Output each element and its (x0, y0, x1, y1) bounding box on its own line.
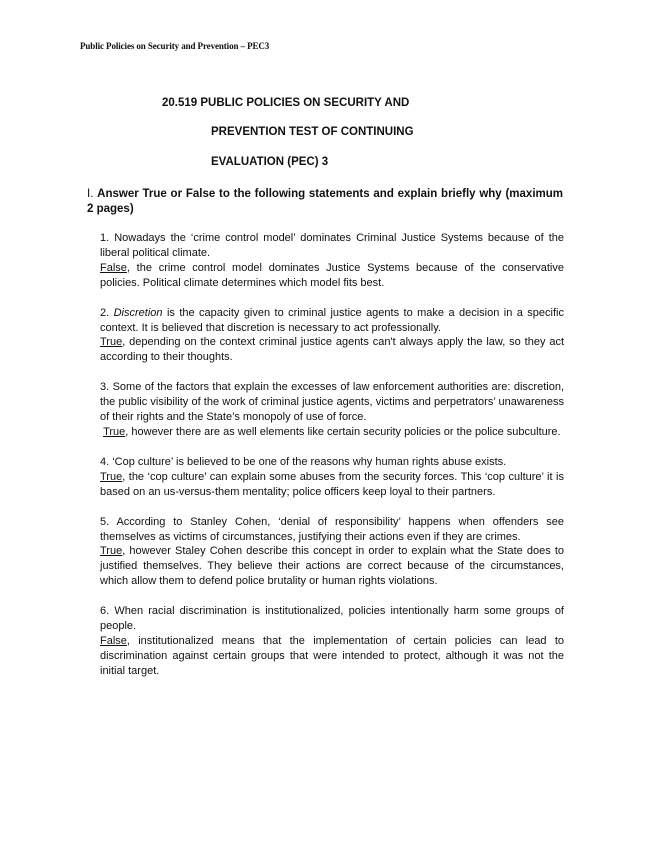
question-statement: 6. When racial discrimination is institutionalized, policies intentionally harm some groups of people. (100, 605, 564, 633)
running-head: Public Policies on Security and Prevention – PEC3 (80, 41, 270, 51)
title-line-1: 20.519 PUBLIC POLICIES ON SECURITY AND (162, 97, 410, 109)
question-answer (100, 470, 564, 500)
instruction-text: Answer True or False to the following statements and explain briefly why (maximum 2 pages) (87, 188, 563, 215)
question-item (100, 306, 564, 366)
answer-explanation: , however Staley Cohen describe this concept in order to explain what the State does to justified themselves. They believe their actions are correct because of the circumstances, which allow them to defend police brutality or human rights violations. (100, 545, 564, 588)
title-line-3: EVALUATION (PEC) 3 (211, 156, 329, 168)
answer-explanation: , the crime control model dominates Justice Systems because of the conservative policies. Political climate determines which model fits best. (100, 261, 564, 289)
question-item (100, 455, 564, 500)
answer-verdict: False (100, 261, 127, 274)
answer-verdict: True (100, 336, 123, 349)
question-item (100, 515, 564, 590)
answer-explanation: , however there are as well elements like certain security policies or the police subculture. (125, 425, 561, 438)
section-numeral: I. (87, 188, 94, 200)
question-statement: 4. ‘Cop culture’ is believed to be one of the reasons why human rights abuse exists. (100, 455, 507, 468)
answer-explanation: , institutionalized means that the implementation of certain policies can lead to discrimination against certain groups that were intended to protect, although it was not the initial target. (100, 634, 564, 677)
answer-verdict: True (100, 470, 123, 483)
question-answer (100, 634, 564, 679)
question-statement (100, 306, 564, 336)
title-line-2: PREVENTION TEST OF CONTINUING (211, 126, 414, 138)
question-answer (100, 544, 564, 589)
question-statement: 3. Some of the factors that explain the excesses of law enforcement authorities are: discretion, the public visibility of the work of criminal justice agents, victims and perpetrators’ unawareness of their rights and the State’s monopoly of use of force. (100, 381, 564, 424)
question-item (100, 380, 564, 440)
question-answer (100, 261, 564, 291)
answer-verdict: False (100, 634, 127, 647)
question-answer (100, 425, 564, 440)
answer-verdict: True (100, 545, 123, 558)
answer-verdict: True (103, 425, 126, 438)
section-instruction (87, 187, 563, 217)
question-list (100, 231, 564, 694)
question-statement: 5. According to Stanley Cohen, ‘denial of responsibility’ happens when offenders see themselves as victims of circumstances, justifying their actions even if they are crimes. (100, 515, 564, 543)
statement-term: Discretion (113, 306, 163, 319)
question-item (100, 231, 564, 291)
question-statement: 1. Nowadays the ‘crime control model’ dominates Criminal Justice Systems because of the liberal political climate. (100, 232, 564, 259)
question-item (100, 604, 564, 679)
answer-explanation: , depending on the context criminal justice agents can't always apply the law, so they act according to their thoughts. (100, 336, 564, 364)
statement-text: is the capacity given to criminal justice agents to make a decision in a specific context. It is believed that discretion is necessary to act professionally. (100, 306, 564, 334)
question-answer (100, 335, 564, 365)
answer-explanation: , the ‘cop culture’ can explain some abuses from the security forces. This ‘cop culture’ it is based on an us-versus-them mentality; police officers keep loyal to their partners. (100, 470, 564, 498)
statement-number: 2. (100, 306, 114, 319)
